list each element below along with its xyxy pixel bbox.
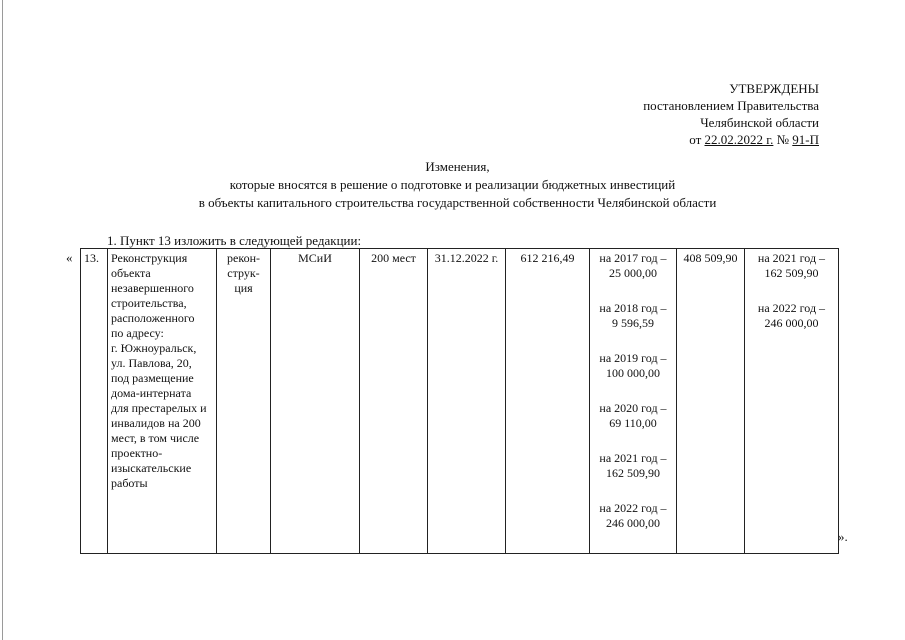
planned-funding: [745, 249, 839, 554]
funding-year-item: [593, 401, 673, 431]
deadline: 31.12.2022 г.: [428, 249, 506, 554]
planned-year-label: на 2021 год –: [757, 251, 826, 265]
funding-year-item: [593, 351, 673, 381]
planned-year-value: 162 509,90: [764, 266, 819, 280]
object-name-line: строительства,: [111, 296, 187, 310]
object-name-line: ул. Павлова, 20,: [111, 356, 192, 370]
funding-year-label: на 2019 год –: [599, 351, 667, 365]
funding-year-label: на 2017 год –: [599, 251, 667, 265]
remaining-cost: 408 509,90: [677, 249, 745, 554]
approval-number-sign: №: [776, 132, 790, 147]
scan-edge-line: [2, 0, 3, 640]
object-name-line: г. Южноуральск,: [111, 341, 197, 355]
object-name-line: работы: [111, 476, 148, 490]
work-type: [217, 249, 271, 554]
approval-number: 91-П: [792, 132, 819, 147]
work-type-line: ция: [234, 281, 253, 295]
object-name-line: по адресу:: [111, 326, 164, 340]
approval-block: [559, 80, 819, 148]
planned-year-value: 246 000,00: [764, 316, 819, 330]
work-type-line: рекон-: [227, 251, 260, 265]
funding-year-value: 162 509,90: [606, 466, 660, 480]
funding-year-item: [593, 301, 673, 331]
funding-by-year: [590, 249, 677, 554]
funding-year-label: на 2018 год –: [599, 301, 667, 315]
approval-heading: УТВЕРЖДЕНЫ: [729, 81, 819, 96]
document-title: [0, 158, 905, 212]
funding-year-value: 246 000,00: [606, 516, 660, 530]
approval-date-line: [559, 131, 819, 148]
funding-year-value: 100 000,00: [606, 366, 660, 380]
object-name-line: Реконструкция: [111, 251, 188, 265]
object-name-line: мест, в том числе: [111, 431, 200, 445]
object-name-line: объекта: [111, 266, 151, 280]
approval-line-1: постановлением Правительства: [643, 98, 819, 113]
point-instruction: 1. Пункт 13 изложить в следующей редакции:: [107, 233, 362, 248]
customer: МСиИ: [271, 249, 360, 554]
object-name-line: инвалидов на 200: [111, 416, 201, 430]
title-line-2: которые вносятся в решение о подготовке и реализации бюджетных инвестиций: [229, 177, 676, 192]
object-name-line: изыскательские: [111, 461, 192, 475]
row-number: 13.: [81, 249, 108, 554]
title-line-1: Изменения,: [425, 159, 490, 174]
object-name-line: расположенного: [111, 311, 195, 325]
object-name-line: под размещение: [111, 371, 194, 385]
work-type-line: струк-: [227, 266, 260, 280]
investment-table: [80, 248, 839, 554]
object-name-line: дома-интерната: [111, 386, 192, 400]
capacity: 200 мест: [360, 249, 428, 554]
object-name-line: проектно-: [111, 446, 163, 460]
object-name-line: незавершенного: [111, 281, 194, 295]
planned-year-item: [748, 251, 835, 281]
approval-line-2: Челябинской области: [700, 115, 819, 130]
funding-year-label: на 2021 год –: [599, 451, 667, 465]
estimated-cost: 612 216,49: [506, 249, 590, 554]
title-line-3: в объекты капитального строительства государственной собственности Челябинской области: [198, 195, 717, 210]
table-row: [81, 249, 839, 554]
funding-year-value: 69 110,00: [609, 416, 657, 430]
funding-year-value: 9 596,59: [612, 316, 654, 330]
funding-year-item: [593, 501, 673, 531]
approval-date: 22.02.2022 г.: [704, 132, 774, 147]
closing-quote: ».: [838, 529, 848, 544]
funding-year-label: на 2022 год –: [599, 501, 667, 515]
object-name: [108, 249, 217, 554]
opening-quote: «: [66, 250, 73, 265]
planned-year-label: на 2022 год –: [757, 301, 826, 315]
funding-year-label: на 2020 год –: [599, 401, 667, 415]
object-name-line: для престарелых и: [111, 401, 207, 415]
planned-year-item: [748, 301, 835, 331]
funding-year-value: 25 000,00: [609, 266, 657, 280]
approval-prefix: от: [689, 132, 702, 147]
funding-year-item: [593, 251, 673, 281]
funding-year-item: [593, 451, 673, 481]
